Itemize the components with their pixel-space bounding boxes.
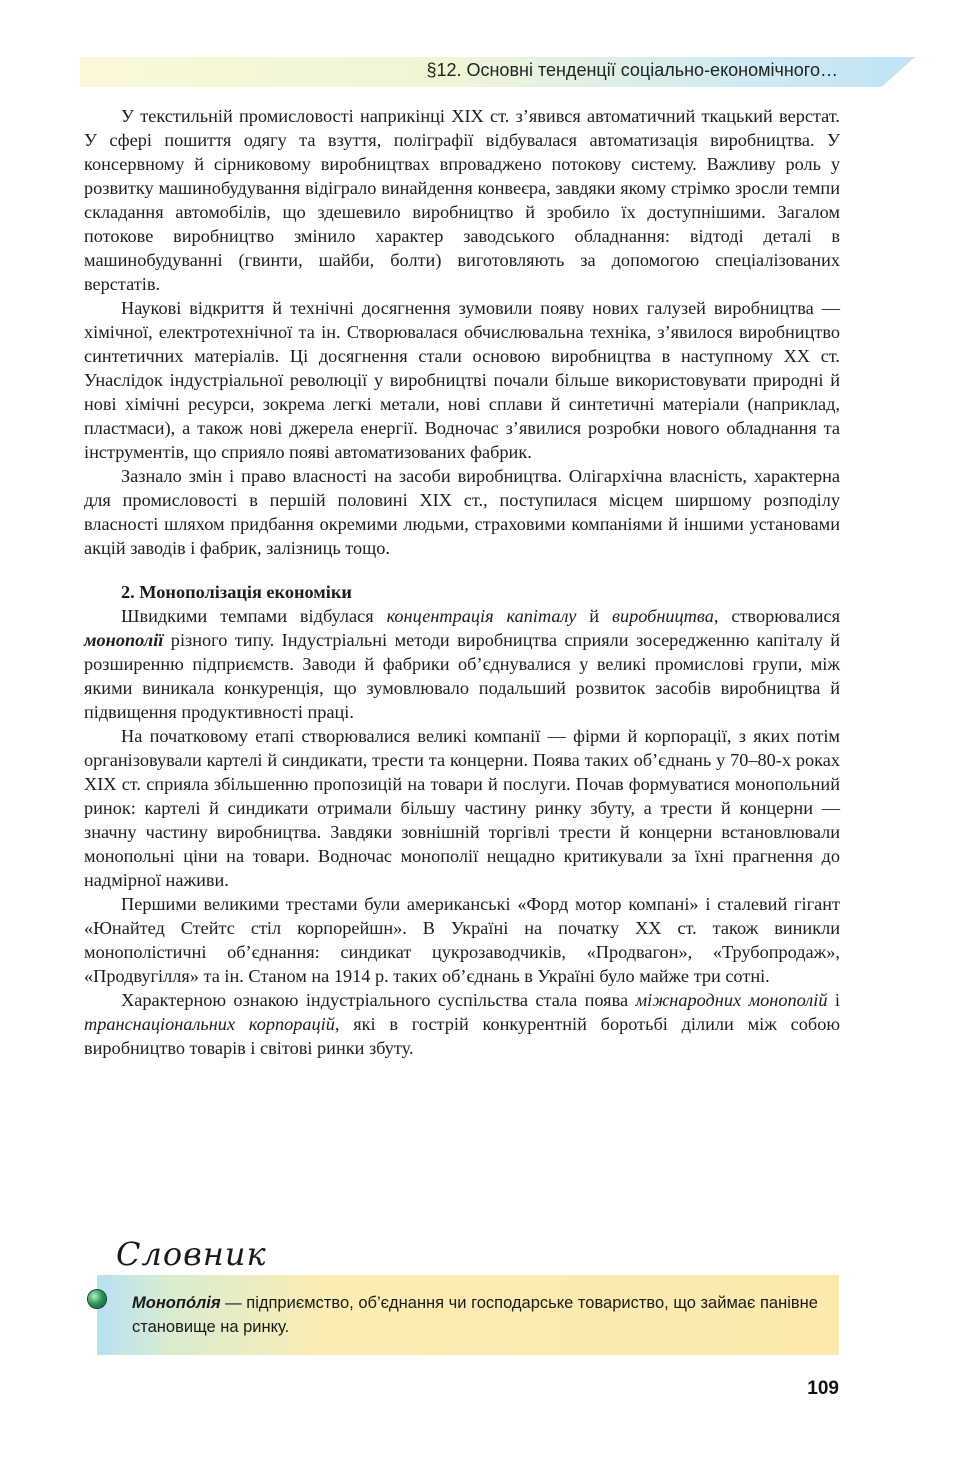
paragraph-automation: У текстильній промисловості наприкінці XIX ст. з’явився автоматичний ткацький верстат. У сфері пошиття одягу та взуття, поліграфії відбувалася автоматизація виробництва. У консервному й сірниковому виробництвах впроваджено потокову систему. Важливу роль у розвитку машинобудування відіграло винайдення конвеєра, завдяки якому стрімко зросли темпи складання автомобілів, що здешевило виробництво й зробило їх доступнішими. Загалом потокове виробництво змінило характер заводського обладнання: відтоді деталі в машинобудуванні (гвинти, шайби, болти) виготовляють за допомогою спеціалізованих верстатів. xyxy=(84,106,840,294)
paragraph-monopolies xyxy=(84,604,840,724)
text-run: Швидкими темпами відбулася xyxy=(121,606,387,626)
bullet-icon xyxy=(88,1290,106,1308)
italic-term: концентрація капіталу xyxy=(386,606,577,626)
bold-italic-term: монополії xyxy=(84,630,164,650)
paragraph-ownership: Зазнало змін і право власності на засоби виробництва. Олігархічна власність, характерна для промисловості в першій половині XIX ст., поступилася місцем ширшому розподілу власності шляхом придбання окремими людьми, страховими компаніями й іншими установами акцій заводів і фабрик, залізниць тощо. xyxy=(84,466,840,558)
text-run: , створювалися xyxy=(713,606,840,626)
text-run: різного типу. Індустріальні методи виробництва сприяли зосередженню капіталу й розширенню підприємств. Заводи й фабрики об’єднувалися у великі промислові групи, між якими виникала конкуренція, що зумовлювало подальший розвиток засобів виробництва й підвищення продуктивності праці. xyxy=(84,630,840,722)
italic-term: виробництва xyxy=(612,606,714,626)
italic-term: міжнародних монополій xyxy=(635,990,828,1010)
text-run: , які в гострій конкурентній боротьбі ділили між собою виробництво товарів і світові ринки збуту. xyxy=(84,1014,840,1058)
running-header: §12. Основні тенденції соціально-економічного… xyxy=(426,60,838,80)
italic-term: транснаціональних корпорацій xyxy=(84,1014,335,1034)
paragraph-new-industries: Наукові відкриття й технічні досягнення зумовили появу нових галузей виробництва — хімічної, електротехнічної та ін. Створювалася обчислювальна техніка, з’явилося виробництво синтетичних матеріалів. Ці досягнення стали основою виробництва в наступному XX ст. Унаслідок індустріальної революції у виробництві почали більше використовувати природні й нові хімічні ресурси, зокрема легкі метали, нові сплави й синтетичні матеріали (наприклад, пластмаси), а також нові джерела енергії. Водночас з’явилися розробки нового обладнання та інструментів, що сприяло появі автоматизованих фабрик. xyxy=(84,298,840,462)
section-heading: 2. Монополізація економіки xyxy=(121,582,352,602)
glossary-title: Словник xyxy=(116,1235,267,1273)
paragraph-trusts: Першими великими трестами були американські «Форд мотор компані» і сталевий гігант «Юнайтед Стейтс стіл корпорейшн». В Україні на початку XX ст. також виникли монополістичні об’єднання: синдикат цукрозаводчиків, «Продвагон», «Трубопродаж», «Продвугілля» та ін. Станом на 1914 р. таких об’єднань в Україні було майже три сотні. xyxy=(84,894,840,986)
text-run: Характерною ознакою індустріального суспільства стала поява xyxy=(121,990,636,1010)
main-text xyxy=(84,104,840,1060)
text-run: і xyxy=(827,990,840,1010)
paragraph-cartels: На початковому етапі створювалися великі компанії — фірми й корпорації, з яких потім організовували картелі й синдикати, трести та концерни. Поява таких об’єднань у 70–80-х роках XIX ст. сприяла збільшенню пропозицій на товари й послуги. Почав формуватися монопольний ринок: картелі й синдикати отримали більшу частину ринку збуту, а трести й концерни — значну частину виробництва. Завдяки зовнішній торгівлі трести й концерни встановлювали монопольні ціни на товари. Водночас монополії нещадно критикували за їхні прагнення до надмірної наживи. xyxy=(84,726,840,890)
glossary-definition: — підприємство, об’єднання чи господарське товариство, що займає панівне становище на ринку. xyxy=(132,1294,818,1336)
glossary-term: Монопо́лія xyxy=(132,1294,221,1312)
glossary-entry xyxy=(132,1291,822,1339)
text-run: й xyxy=(576,606,613,626)
paragraph-international xyxy=(84,988,840,1060)
page-number: 109 xyxy=(807,1378,839,1399)
